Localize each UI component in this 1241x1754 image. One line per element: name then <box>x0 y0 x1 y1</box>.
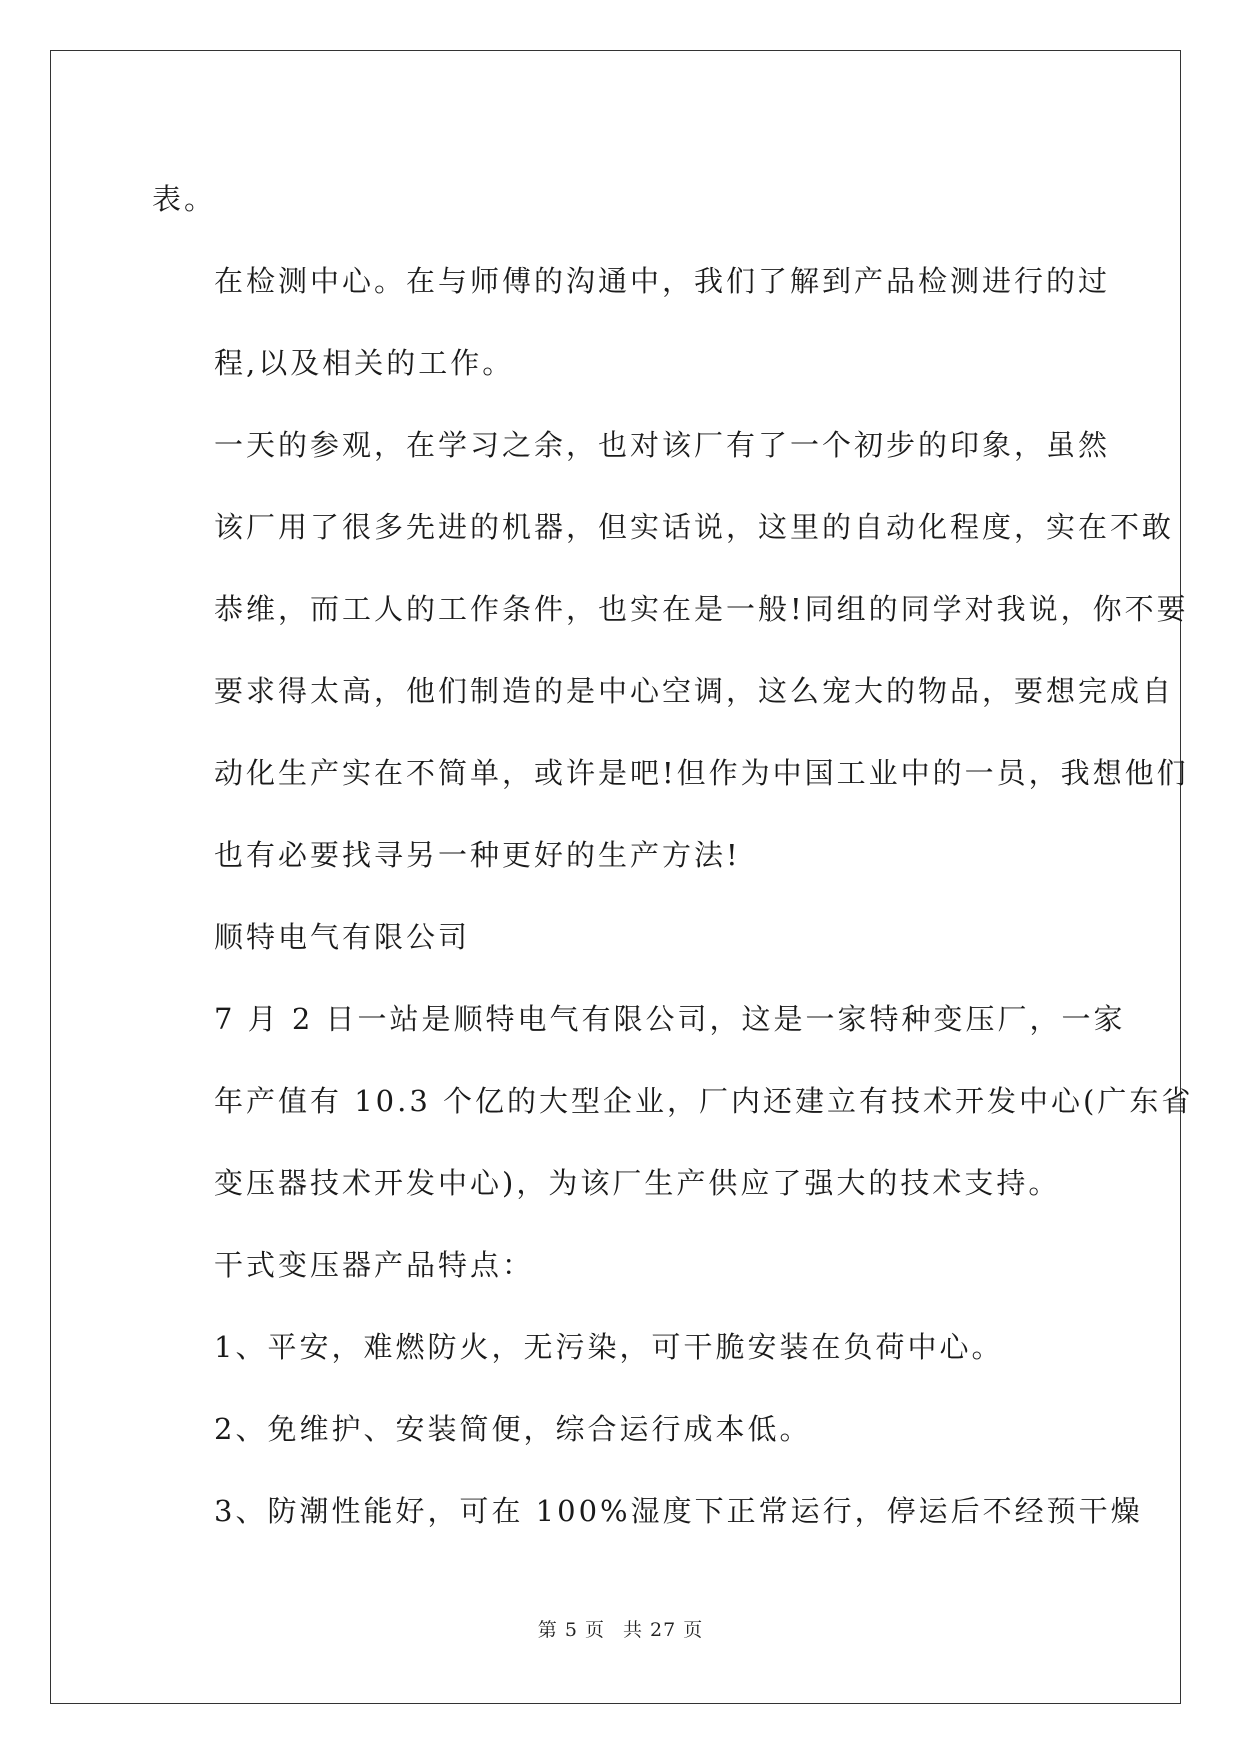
text-line: 也有必要找寻另一种更好的生产方法! <box>214 838 741 872</box>
paragraph <box>152 978 1194 1224</box>
text-line: 变压器技术开发中心)，为该厂生产供应了强大的技术支持。 <box>214 1166 1061 1200</box>
text-line: 该厂用了很多先进的机器，但实话说，这里的自动化程度，实在不敢 <box>214 510 1175 544</box>
document-body <box>152 158 1194 1552</box>
text-line: 程,以及相关的工作。 <box>214 346 515 380</box>
text-line: 一天的参观，在学习之余，也对该厂有了一个初步的印象，虽然 <box>214 428 1111 462</box>
paragraph <box>152 158 1082 240</box>
text-line: 1、平安，难燃防火，无污染，可干脆安装在负荷中心。 <box>214 1330 1004 1364</box>
text-line: 表。 <box>152 182 217 216</box>
text-line: 顺特电气有限公司 <box>214 920 471 954</box>
paragraph <box>152 404 1189 896</box>
text-line: 恭维，而工人的工作条件，也实在是一般!同组的同学对我说，你不要 <box>214 592 1189 626</box>
page-total: 共 27 页 <box>622 1619 704 1641</box>
page-footer <box>0 1615 1241 1642</box>
text-line: 干式变压器产品特点： <box>214 1248 535 1282</box>
paragraph <box>152 896 1082 978</box>
text-line: 7 月 2 日一站是顺特电气有限公司，这是一家特种变压厂，一家 <box>214 1002 1126 1036</box>
text-line: 年产值有 10.3 个亿的大型企业，厂内还建立有技术开发中心(广东省 <box>214 1084 1194 1118</box>
paragraph <box>152 240 1111 404</box>
page-number: 第 5 页 <box>537 1619 605 1641</box>
paragraph <box>152 1388 1082 1470</box>
paragraph <box>152 1224 1082 1306</box>
text-line: 2、免维护、安装简便，综合运行成本低。 <box>214 1412 812 1446</box>
text-line: 3、防潮性能好，可在 100%湿度下正常运行，停运后不经预干燥 <box>214 1494 1143 1528</box>
paragraph <box>152 1470 1143 1552</box>
text-line: 在检测中心。在与师傅的沟通中，我们了解到产品检测进行的过 <box>214 264 1111 298</box>
text-line: 动化生产实在不简单，或许是吧!但作为中国工业中的一员，我想他们 <box>214 756 1189 790</box>
text-line: 要求得太高，他们制造的是中心空调，这么宠大的物品，要想完成自 <box>214 674 1175 708</box>
paragraph <box>152 1306 1082 1388</box>
